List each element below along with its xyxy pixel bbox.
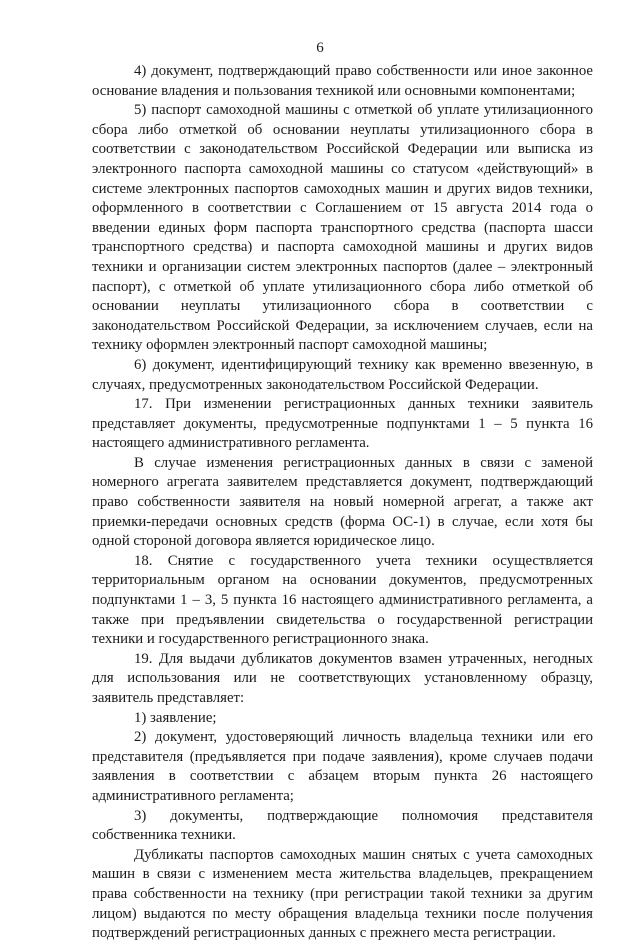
paragraph-clause-17: 17. При изменении регистрационных данных техники заявитель представляет документы, предусмотренные подпунктами 1 – 5 пункта 16 настоящего административного регламента. (92, 396, 593, 452)
paragraph-duplicates: Дубликаты паспортов самоходных машин снятых с учета самоходных машин в связи с изменением места жительства владельцев, прекращением права собственности на технику (при регистрации такой техники за другим лицом) выдаются по месту обращения владельца техники после получения подтверждений регистрационных данных с прежнего места регистрации. (92, 846, 593, 942)
paragraph-clause-18: 18. Снятие с государственного учета техники осуществляется территориальным органом на основании документов, предусмотренных подпунктами 1 – 3, 5 пункта 16 настоящего административного регламента, а также при предъявлении свидетельства о государственной регистрации техники и государственного регистрационного знака. (92, 552, 593, 648)
document-body (92, 62, 593, 944)
paragraph-unit-replacement: В случае изменения регистрационных данных в связи с заменой номерного агрегата заявителем представляется документ, подтверждающий право собственности заявителя на новый номерной агрегат, а также акт приемки-передачи основных средств (форма ОС-1) в случае, если хотя бы одной стороной договора является юридическое лицо. (92, 454, 593, 550)
page-number: 6 (316, 40, 324, 56)
paragraph-item-5-machine-passport: 5) паспорт самоходной машины с отметкой об уплате утилизационного сбора либо отметкой об основании неуплаты утилизационного сбора в соответствии с законодательством Российской Федерации или выписка из электронного паспорта самоходной машины со статусом «действующий» в системе электронных паспортов самоходных машин и других видов техники, оформленного в соответствии с Соглашением от 15 августа 2014 года о введении единых форм паспорта транспортного средства (паспорта шасси транспортного средства) и паспорта самоходной машины и других видов техники и организации систем электронных паспортов (далее – электронный паспорт), с отметкой об уплате утилизационного сбора либо отметкой об основании неуплаты утилизационного сбора в соответствии с законодательством Российской Федерации, за исключением случаев, если на технику оформлен электронный паспорт самоходной машины; (92, 102, 593, 354)
paragraph-item-6-temporary-import: 6) документ, идентифицирующий технику как временно ввезенную, в случаях, предусмотренных законодательством Российской Федерации. (92, 356, 593, 393)
paragraph-list-item-1-application: 1) заявление; (134, 709, 217, 726)
paragraph-item-4-ownership-document: 4) документ, подтверждающий право собственности или иное законное основание владения и пользования техникой или основными компонентами; (92, 63, 593, 99)
paragraph-list-item-3-authority: 3) документы, подтверждающие полномочия представителя собственника техники. (92, 807, 593, 844)
paragraph-clause-19: 19. Для выдачи дубликатов документов взамен утраченных, негодных для использования или не соответствующих установленному образцу, заявитель представляет: (92, 650, 593, 706)
paragraph-list-item-2-identity: 2) документ, удостоверяющий личность владельца техники или его представителя (предъявляется при подаче заявления), кроме случаев подачи заявления в соответствии с абзацем вторым пункта 26 настоящего административного регламента; (92, 729, 593, 804)
